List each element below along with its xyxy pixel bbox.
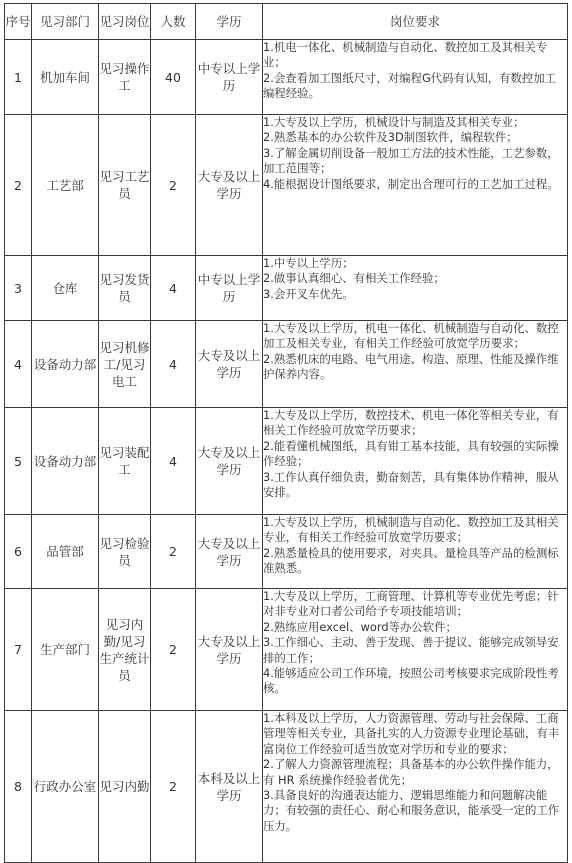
table-row: [5, 589, 568, 711]
cell-count: 2: [151, 115, 196, 256]
cell-post: 见习机修工/见习电工: [99, 321, 151, 408]
cell-requirements: [263, 256, 568, 321]
cell-dept: 品管部: [32, 515, 99, 589]
job-posts-table: [4, 3, 568, 863]
header-post: 见习岗位: [99, 4, 151, 40]
table-row: [5, 408, 568, 515]
cell-post: 见习内勤: [99, 711, 151, 863]
requirement-line: 1.大专及以上学历，机电一体化、机械制造与自动化、数控加工及相关专业，有相关工作经验可放宽学历要求；: [263, 321, 559, 351]
header-count: 人数: [151, 4, 196, 40]
requirement-line: 1.大专及以上学历，机械制造与自动化、数控加工及其相关专业，有相关工作经验可放宽学历要求；: [263, 515, 559, 545]
cell-requirements: [263, 40, 568, 115]
cell-count: 4: [151, 321, 196, 408]
cell-dept: 工艺部: [32, 115, 99, 256]
cell-edu: 本科及以上学历: [196, 711, 263, 863]
cell-requirements: [263, 589, 568, 711]
header-seq: 序号: [5, 4, 32, 40]
table-row: [5, 40, 568, 115]
header-requirements: 岗位要求: [263, 4, 568, 40]
requirement-line: 2.熟悉机床的电路、电气用途、构造、原理、性能及操作维护保养内容。: [263, 351, 559, 382]
cell-seq: 8: [5, 711, 32, 863]
cell-dept: 仓库: [32, 256, 99, 321]
cell-dept: 设备动力部: [32, 408, 99, 515]
requirement-line: 1.本科及以上学历，人力资源管理、劳动与社会保障、工商管理等相关专业，具备扎实的人力资源专业理论基础，有丰富岗位工作经验可适当放宽对学历和专业的要求；: [263, 711, 560, 756]
cell-edu: 大专及以上学历: [196, 515, 263, 589]
requirement-line: 2.会查看加工图纸尺寸，对编程G代码有认知，有数控加工编程经验。: [263, 70, 557, 101]
requirement-line: 1.大专及以上学历，工商管理、计算机等专业优先考虑；针对非专业对口者公司给予专项技能培训；: [263, 589, 559, 619]
cell-dept: 设备动力部: [32, 321, 99, 408]
header-dept: 见习部门: [32, 4, 99, 40]
table-row: [5, 256, 568, 321]
cell-dept: 行政办公室: [32, 711, 99, 863]
cell-requirements: [263, 515, 568, 589]
cell-count: 2: [151, 515, 196, 589]
cell-edu: 中专以上学历: [196, 256, 263, 321]
cell-requirements: [263, 711, 568, 863]
cell-post: 见习发货员: [99, 256, 151, 321]
cell-requirements: [263, 115, 568, 256]
cell-post: 见习检验员: [99, 515, 151, 589]
header-edu: 学历: [196, 4, 263, 40]
cell-count: 2: [151, 589, 196, 711]
requirement-line: 3.具备良好的沟通表达能力、逻辑思维能力和问题解决能力；有较强的责任心、耐心和服务意识，能承受一定的工作压力。: [263, 788, 560, 833]
cell-seq: 2: [5, 115, 32, 256]
cell-edu: 中专以上学历: [196, 40, 263, 115]
cell-post: 见习操作工: [99, 40, 151, 115]
requirement-line: 3.工作细心、主动、善于发现、善于提议、能够完成领导安排的工作；: [263, 635, 559, 665]
cell-seq: 7: [5, 589, 32, 711]
cell-dept: 机加车间: [32, 40, 99, 115]
table-row: [5, 711, 568, 863]
cell-seq: 3: [5, 256, 32, 321]
cell-count: 4: [151, 408, 196, 515]
requirement-line: 2.熟悉基本的办公软件及3D制图软件，编程软件；: [263, 130, 518, 145]
requirement-line: 4.能根据设计图纸要求，制定出合理可行的工艺加工过程。: [263, 176, 559, 191]
cell-count: 40: [151, 40, 196, 115]
table-row: [5, 321, 568, 408]
cell-edu: 大专及以上学历: [196, 321, 263, 408]
cell-seq: 6: [5, 515, 32, 589]
requirement-line: 2.了解人力资源管理流程；具备基本的办公软件操作能力，有 HR 系统操作经验者优先；: [263, 757, 559, 787]
cell-count: 2: [151, 711, 196, 863]
requirement-line: 1.大专及以上学历，机械设计与制造及其相关专业；: [263, 115, 525, 129]
cell-requirements: [263, 321, 568, 408]
requirement-line: 1.中专以上学历；: [263, 256, 354, 270]
requirement-line: 2.熟练应用excel、word等办公软件；: [263, 619, 457, 634]
cell-edu: 大专及以上学历: [196, 589, 263, 711]
requirement-line: 1.大专及以上学历，数控技术、机电一体化等相关专业，有相关工作经验可放宽学历要求；: [263, 408, 559, 438]
requirement-line: 2.能看懂机械图纸，具有钳工基本技能，具有较强的实际操作经验；: [263, 438, 559, 469]
cell-edu: 大专及以上学历: [196, 115, 263, 256]
requirement-line: 2.熟悉量检具的使用要求，对夹具、量检具等产品的检测标准熟悉。: [263, 545, 559, 576]
cell-seq: 5: [5, 408, 32, 515]
cell-requirements: [263, 408, 568, 515]
cell-edu: 大专及以上学历: [196, 408, 263, 515]
requirement-line: 3.了解金属切削设备一般加工方法的技术性能，工艺参数，加工范围等；: [263, 145, 559, 176]
table-row: [5, 115, 568, 256]
cell-count: 4: [151, 256, 196, 321]
cell-post: 见习工艺员: [99, 115, 151, 256]
requirement-line: 3.工作认真仔细负责，勤奋刻苦，具有集体协作精神，服从安排。: [263, 469, 559, 500]
cell-seq: 4: [5, 321, 32, 408]
cell-dept: 生产部门: [32, 589, 99, 711]
requirement-line: 2.做事认真细心、有相关工作经验；: [263, 271, 445, 286]
cell-post: 见习装配工: [99, 408, 151, 515]
table-header-row: [5, 4, 568, 40]
requirement-line: 4.能够适应公司工作环境，按照公司考核要求完成阶段性考核。: [263, 666, 559, 696]
cell-seq: 1: [5, 40, 32, 115]
table-row: [5, 515, 568, 589]
cell-post: 见习内勤/见习生产统计员: [99, 589, 151, 711]
requirement-line: 1.机电一体化、机械制造与自动化、数控加工及其相关专业；: [263, 40, 548, 70]
requirement-line: 3.会开叉车优先。: [263, 286, 354, 301]
